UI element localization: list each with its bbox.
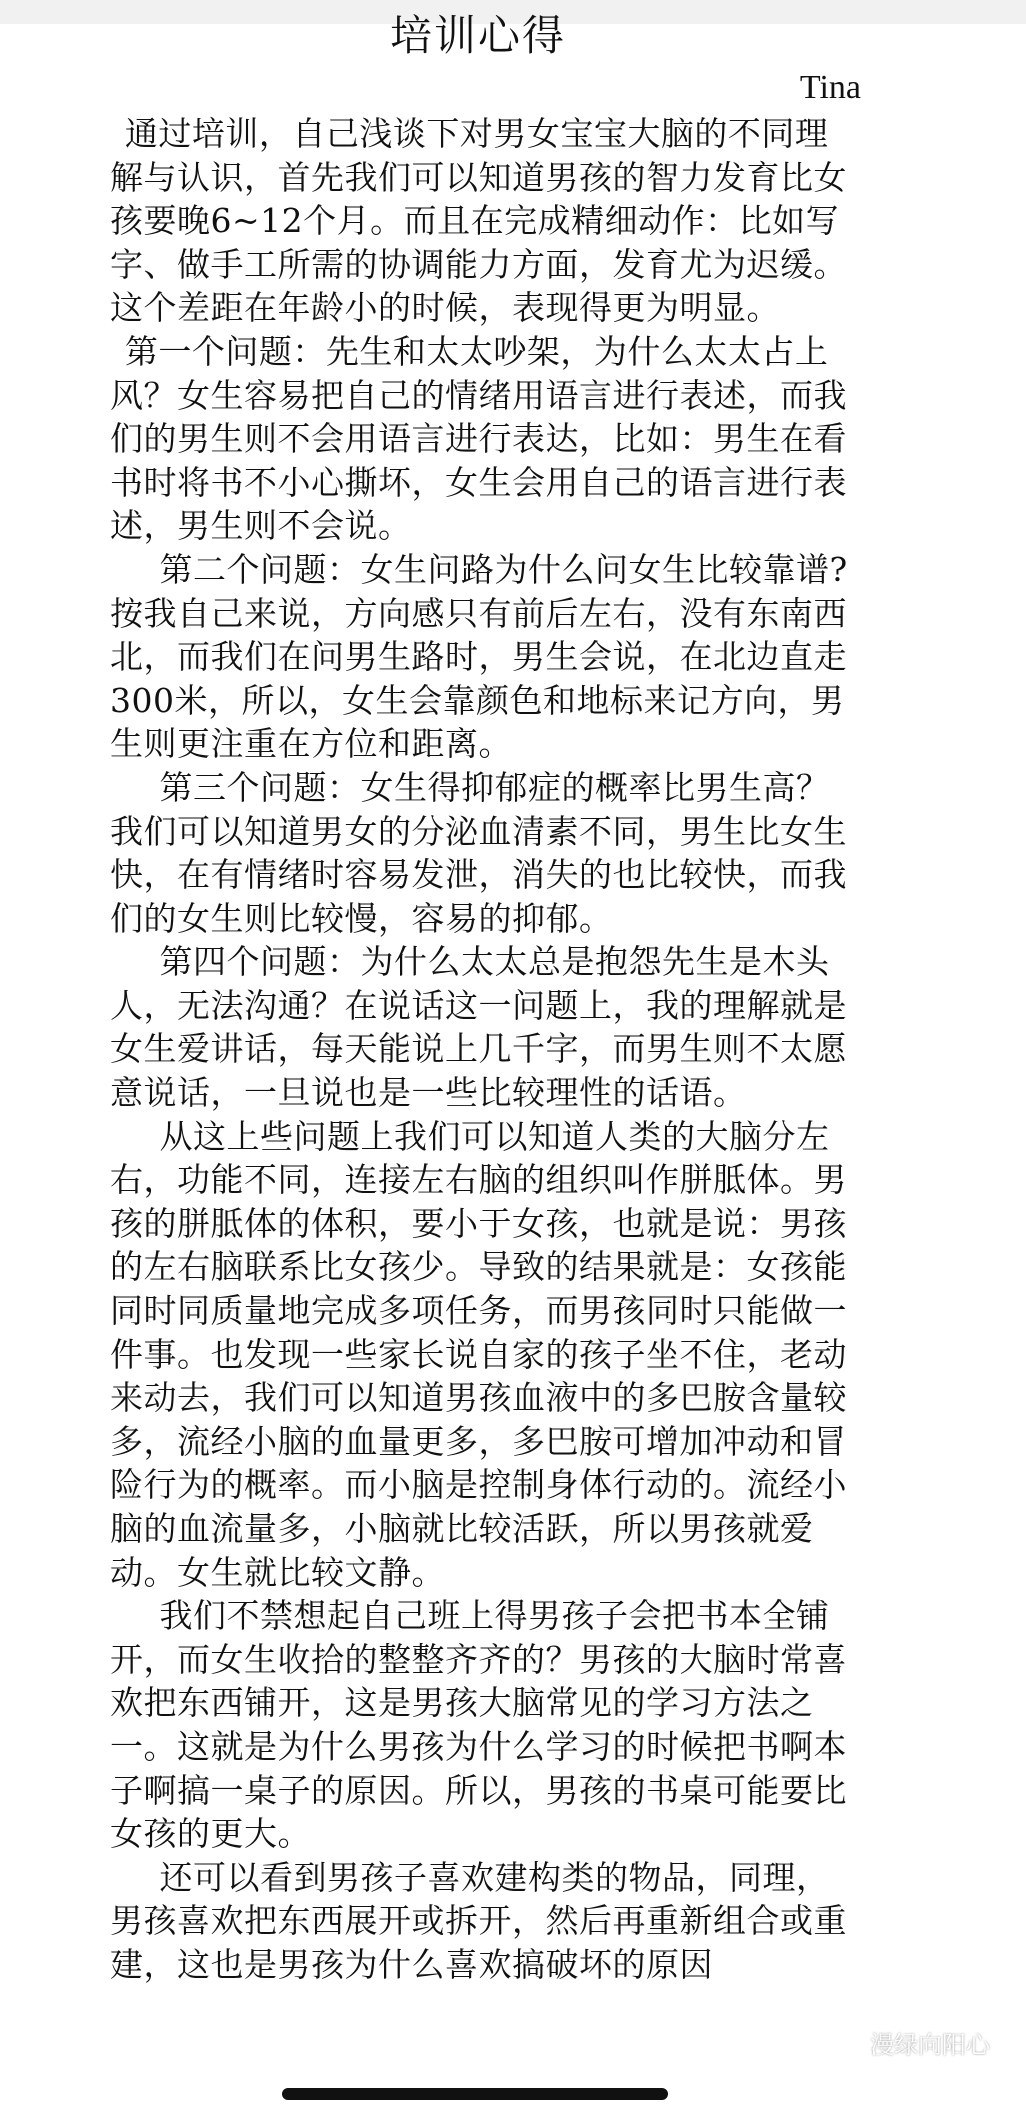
document-title: 培训心得	[389, 11, 566, 60]
watermark-text: 漫绿向阳心	[870, 2031, 990, 2059]
paragraph-1: 通过培训，自己浅谈下对男女宝宝大脑的不同理解与认识，首先我们可以知道男孩的智力发育比女孩要晚6~12个月。而且在完成精细动作：比如写字、做手工所需的协调能力方面，发育尤为迟缓。这个差距在年龄小的时候，表现得更为明显。	[110, 114, 847, 328]
watermark	[832, 2025, 990, 2060]
paragraph-4: 第三个问题：女生得抑郁症的概率比男生高？我们可以知道男女的分泌血清素不同，男生比女生快，在有情绪时容易发泄，消失的也比较快，而我们的女生则比较慢，容易的抑郁。	[110, 767, 847, 938]
home-indicator	[282, 2088, 668, 2100]
paragraph-6: 从这上些问题上我们可以知道人类的大脑分左右，功能不同，连接左右脑的组织叫作胼胝体。男孩的胼胝体的体积，要小于女孩，也就是说：男孩的左右脑联系比女孩少。导致的结果就是：女孩能同时同质量地完成多项任务，而男孩同时只能做一件事。也发现一些家长说自家的孩子坐不住，老动来动去，我们可以知道男孩血液中的多巴胺含量较多，流经小脑的血量更多，多巴胺可增加冲动和冒险行为的概率。而小脑是控制身体行动的。流经小脑的血流量多，小脑就比较活跃，所以男孩就爱动。女生就比较文静。	[110, 1116, 847, 1592]
paragraph-5: 第四个问题：为什么太太总是抱怨先生是木头人，无法沟通？在说话这一问题上，我的理解就是女生爱讲话，每天能说上几千字，而男生则不太愿意说话，一旦说也是一些比较理性的话语。	[110, 942, 847, 1113]
document-author: Tina	[799, 69, 861, 106]
paragraph-7: 我们不禁想起自己班上得男孩子会把书本全铺开，而女生收拾的整整齐齐的？男孩的大脑时常喜欢把东西铺开，这是男孩大脑常见的学习方法之一。这就是为什么男孩为什么学习的时候把书啊本子啊搞一桌子的原因。所以，男孩的书桌可能要比女孩的更大。	[110, 1596, 847, 1854]
paragraph-2: 第一个问题：先生和太太吵架，为什么太太占上风？女生容易把自己的情绪用语言进行表述，而我们的男生则不会用语言进行表达，比如：男生在看书时将书不小心撕坏，女生会用自己的语言进行表述，男生则不会说。	[110, 331, 847, 546]
wechat-icon	[832, 2029, 860, 2057]
paragraph-3: 第二个问题：女生问路为什么问女生比较靠谱?按我自己来说，方向感只有前后左右，没有东南西北，而我们在问男生路时，男生会说，在北边直走300米，所以，女生会靠颜色和地标来记方向，男生则更注重在方位和距离。	[110, 549, 848, 764]
document-body	[110, 112, 860, 1987]
paragraph-8: 还可以看到男孩子喜欢建构类的物品，同理，男孩喜欢把东西展开或拆开，然后再重新组合或重建，这也是男孩为什么喜欢搞破坏的原因	[110, 1857, 847, 1984]
